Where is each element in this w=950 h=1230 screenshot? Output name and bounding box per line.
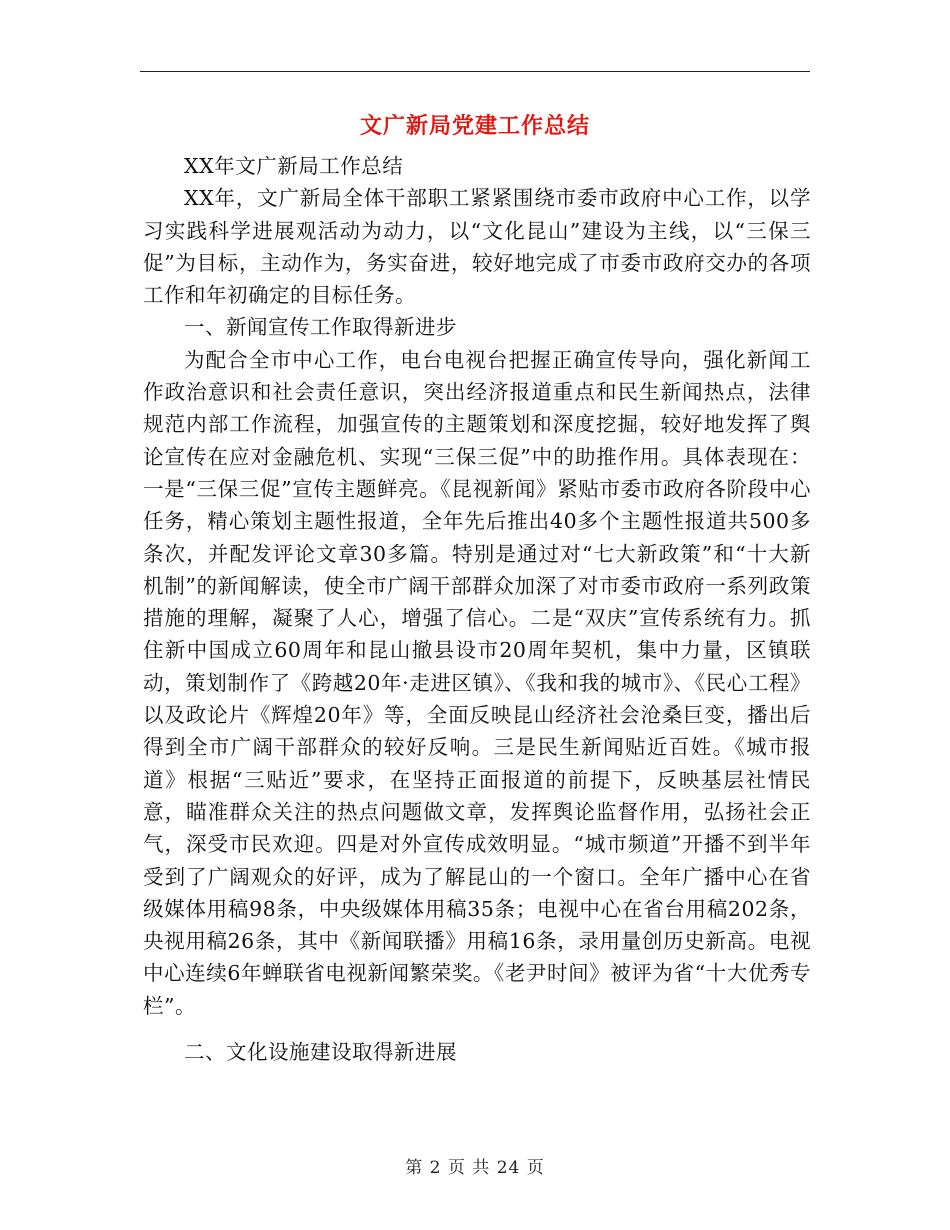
page-number-footer: 第 2 页 共 24 页	[405, 1158, 545, 1178]
intro-paragraph: XX年，文广新局全体干部职工紧紧围绕市委市政府中心工作，以学习实践科学进展观活动为动力，以“文化昆山”建设为主线，以“三保三促”为目标，主动作为，务实奋进，较好地完成了市委市政府交办的各项工作和年初确定的目标任务。	[143, 186, 811, 308]
section-1-paragraph: 为配合全市中心工作，电台电视台把握正确宣传导向，强化新闻工作政治意识和社会责任意识，突出经济报道重点和民生新闻热点，法律规范内部工作流程，加强宣传的主题策划和深度挖掘，较好地发挥了舆论宣传在应对金融危机、实现“三保三促”中的助推作用。具体表现在：一是“三保三促”宣传主题鲜亮。《昆视新闻》紧贴市委市政府各阶段中心任务，精心策划主题性报道，全年先后推出40多个主题性报道共500多条次，并配发评论文章30多篇。特别是通过对“七大新政策”和“十大新机制”的新闻解读，使全市广阔干部群众加深了对市委市政府一系列政策措施的理解，凝聚了人心，增强了信心。二是“双庆”宣传系统有力。抓住新中国成立60周年和昆山撤县设市20周年契机，集中力量，区镇联动，策划制作了《跨越20年·走进区镇》、《我和我的城市》、《民心工程》以及政论片《辉煌20年》等，全面反映昆山经济社会沧桑巨变，播出后得到全市广阔干部群众的较好反响。三是民生新闻贴近百姓。《城市报道》根据“三贴近”要求，在坚持正面报道的前提下，反映基层社情民意，瞄准群众关注的热点问题做文章，发挥舆论监督作用，弘扬社会正气，深受市民欢迎。四是对外宣传成效明显。“城市频道”开播不到半年受到了广阔观众的好评，成为了解昆山的一个窗口。全年广播中心在省级媒体用稿98条，中央级媒体用稿35条；电视中心在省台用稿202条，央视用稿26条，其中《新闻联播》用稿16条，录用量创历史新高。电视中心连续6年蝉联省电视新闻繁荣奖。《老尹时间》被评为省“十大优秀专栏”。	[143, 347, 811, 1018]
document-body	[143, 150, 811, 1068]
header-rule	[140, 71, 810, 72]
section-1-heading: 一、新闻宣传工作取得新进步	[184, 315, 457, 340]
document-subtitle: XX年文广新局工作总结	[184, 154, 404, 178]
section-2-heading: 二、文化设施建设取得新进展	[184, 1040, 457, 1065]
document-title: 文广新局党建工作总结	[359, 113, 590, 139]
